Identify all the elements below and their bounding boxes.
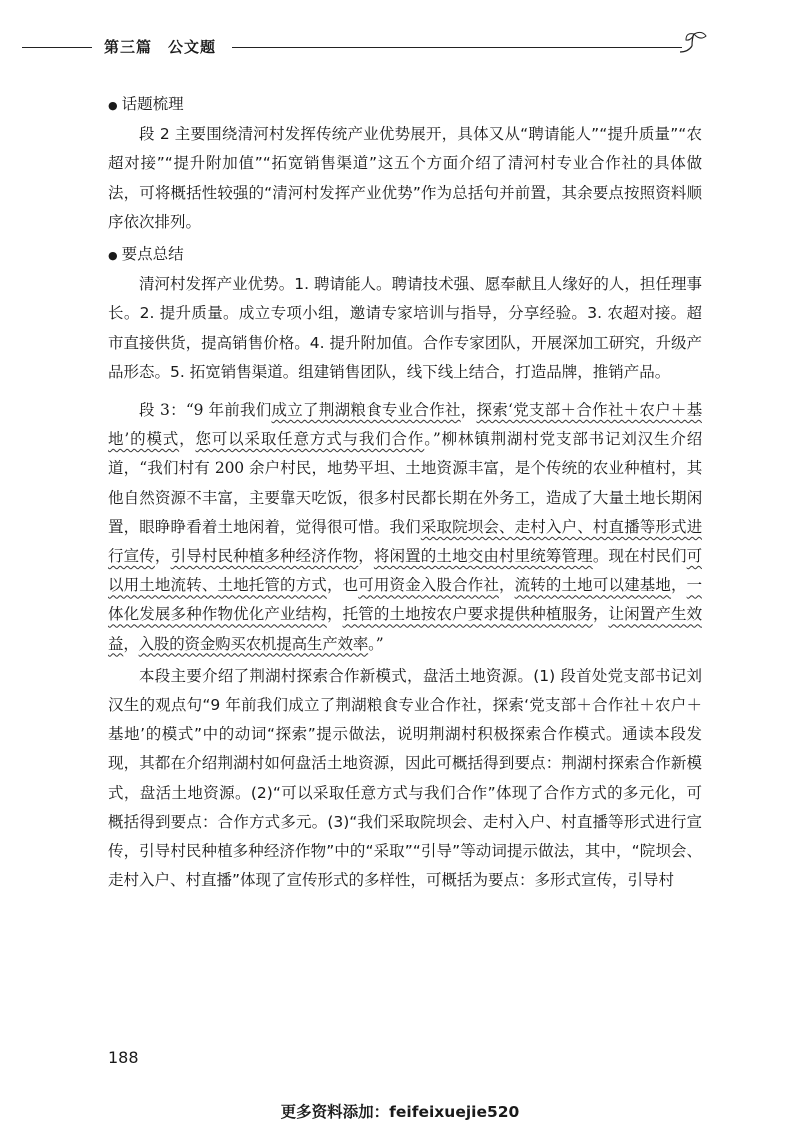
bullet-dot-icon: ●: [108, 249, 118, 263]
quote-text: ，: [592, 605, 609, 624]
underlined-phrase: 您可以采取任意方式与我们合作: [195, 430, 425, 449]
quoted-material-paragraph: [108, 396, 702, 659]
page-content: [108, 90, 702, 895]
quote-text: ，: [179, 430, 196, 449]
underlined-phrase: 托管的土地按农户要求提供种植服务: [342, 605, 593, 624]
underlined-phrase: 成立了荆湖粮食专业合作社: [271, 401, 461, 420]
underlined-phrase: 引导村民种植多种经济作物: [170, 547, 359, 566]
quote-text: ，也: [326, 576, 359, 595]
page-number: 188: [108, 1048, 139, 1067]
underlined-phrase: 探索‘党支部＋合作社＋农户＋基地’的模式: [108, 401, 702, 449]
underlined-phrase: 流转的土地可以建基地: [514, 576, 672, 595]
header-rule-right: [232, 47, 682, 48]
header-title: 第三篇 公文题: [104, 38, 217, 56]
quote-text: ，: [671, 576, 687, 595]
quote-text: ，: [498, 576, 515, 595]
quote-text: ，: [460, 401, 477, 420]
analysis-paragraph: 本段主要介绍了荆湖村探索合作新模式，盘活土地资源。(1) 段首处党支部书记刘汉生的观点句“9 年前我们成立了荆湖粮食专业合作社，探索‘党支部＋合作社＋农户＋基地’的模式”中的动词“探索”提示做法，说明荆湖村积极探索合作模式。通读本段发现，其都在介绍荆湖村如何盘活土地资源，因此可概括得到要点：荆湖村探索合作新模式，盘活土地资源。(2)“可以采取任意方式与我们合作”体现了合作方式的多元化，可概括得到要点：合作方式多元。(3)“我们采取院坝会、走村入户、村直播等形式进行宣传，引导村民种植多种经济作物”中的“采取”“引导”等动词提示做法，其中，“院坝会、走村入户、村直播”体现了宣传形式的多样性，可概括为要点：多形式宣传，引导村: [108, 666, 702, 890]
quote-text: 段 3：“9 年前我们: [139, 401, 272, 420]
underlined-phrase: 可以用土地流转、土地托管的方式: [108, 547, 702, 595]
quote-text: ，: [154, 547, 171, 566]
topic-heading-text: 话题梳理: [121, 95, 184, 113]
underlined-phrase: 可用资金入股合作社: [358, 576, 499, 595]
summary-paragraph: 清河村发挥产业优势。1. 聘请能人。聘请技术强、愿奉献且人缘好的人，担任理事长。2. 提升质量。成立专项小组，邀请专家培训与指导，分享经验。3. 农超对接。超市直接供货，提高销售价格。4. 提升附加值。合作专家团队，开展深加工研究，升级产品形态。5. 拓宽销售渠道。组建销售团队，线下线上结合，打造品牌，推销产品。: [108, 275, 702, 381]
topic-heading: [108, 90, 702, 120]
quote-text: ，: [326, 605, 343, 624]
page-header: [0, 30, 800, 60]
underlined-phrase: 采取院坝会、走村入户、村直播等形式进行宣传: [108, 517, 702, 566]
header-rule-left: [22, 47, 92, 48]
summary-heading-text: 要点总结: [121, 245, 184, 264]
topic-paragraph: 段 2 主要围绕清河村发挥传统产业优势展开，具体又从“聘请能人”“提升质量”“农超对接”“提升附加值”“拓宽销售渠道”这五个方面介绍了清河村专业合作社的具体做法，可将概括性较强的“清河村发挥产业优势”作为总括句并前置，其余要点按照资料顺序依次排列。: [108, 125, 702, 231]
quote-text: 。”: [368, 634, 384, 653]
sprout-icon: [678, 30, 710, 56]
footer-note: 更多资料添加：feifeixuejie520: [280, 1103, 520, 1121]
underlined-phrase: 入股的资金购买农机提高生产效率: [138, 634, 369, 653]
bullet-dot-icon: ●: [108, 99, 118, 112]
underlined-phrase: 让闲置产生效益: [108, 605, 702, 653]
quote-text: 。”柳林镇荆湖村党支部书记刘汉生介绍道，“我们村有 200 余户村民，地势平坦、土地资源丰富，是个传统的农业种植村，其他自然资源不丰富，主要靠天吃饭，很多村民都长期在外务工，造成了大量土地长期闲置，眼睁睁看着土地闲着，觉得很可惜。我们: [108, 430, 703, 536]
underlined-phrase: 一体化发展多种作物优化产业结构: [108, 576, 702, 624]
quote-text: ，: [123, 634, 139, 653]
quote-text: ，: [358, 547, 374, 566]
underlined-phrase: 将闲置的土地交由村里统筹管理: [373, 547, 593, 566]
summary-heading: [108, 240, 702, 270]
quote-text: 。现在村民们: [592, 547, 687, 566]
